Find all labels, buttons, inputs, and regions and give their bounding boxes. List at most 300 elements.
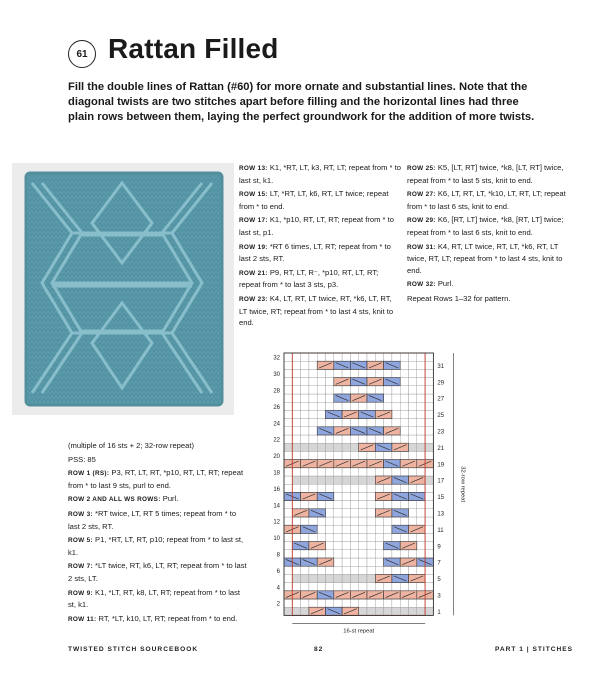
chart-cell [301,501,309,509]
instruction-row-17: ROW 17: K1, *p10, RT, LT, RT; repeat from * to last st, p1. [239,215,394,237]
chart-cell [384,607,392,615]
chart-cell [409,369,417,377]
chart-cell [326,378,334,386]
chart-cell [409,427,417,435]
chart-cell [317,443,325,451]
chart-cell [326,476,334,484]
row-number-left: 8 [276,552,280,559]
chart-cell [400,599,408,607]
chart-cell [292,550,300,558]
chart-cell [425,451,433,459]
pss-count: PSS: 85 [68,454,96,464]
chart-cell [326,599,334,607]
chart-cell [425,468,433,476]
chart-cell [384,533,392,541]
row-number-right: 25 [437,413,445,420]
chart-cell [284,583,292,591]
chart-cell [342,443,350,451]
chart-cell [375,542,383,550]
chart-cell [425,484,433,492]
chart-cell [359,353,367,361]
chart-cell [392,353,400,361]
chart-cell [375,501,383,509]
chart-cell [409,509,417,517]
chart-cell [326,353,334,361]
chart-cell [284,386,292,394]
chart-cell [292,394,300,402]
chart-cell [309,435,317,443]
chart-cell [342,509,350,517]
stitch-chart-svg [264,347,554,647]
chart-cell [301,361,309,369]
instruction-row-5: ROW 5: P1, *RT, LT, RT, p10; repeat from * to last st, k1. [68,535,244,557]
chart-cell [400,361,408,369]
chart-cell [359,468,367,476]
chart-cell [342,419,350,427]
chart-cell [309,599,317,607]
chart-cell [367,566,375,574]
chart-cell [350,484,358,492]
chart-cell [384,517,392,525]
chart-cell [334,435,342,443]
chart-cell [334,476,342,484]
row-number-left: 28 [273,388,280,395]
chart-cell [317,501,325,509]
chart-cell [301,378,309,386]
row-number-left: 26 [273,404,280,411]
chart-cell [409,386,417,394]
chart-cell [384,402,392,410]
chart-cell [301,517,309,525]
chart-cell [384,550,392,558]
pattern-number: 61 [76,48,88,60]
chart-cell [425,525,433,533]
chart-cell [425,533,433,541]
chart-cell [400,402,408,410]
instruction-row-19: ROW 19: *RT 6 times, LT, RT; repeat from * to last 2 sts, RT. [239,241,391,264]
chart-cell [284,607,292,615]
chart-cell [301,386,309,394]
chart-cell [284,394,292,402]
chart-cell [342,451,350,459]
chart-cell [326,435,334,443]
chart-cell [342,533,350,541]
chart-cell [334,525,342,533]
chart-cell [367,468,375,476]
chart-cell [400,419,408,427]
chart-cell [301,607,309,615]
chart-cell [309,378,317,386]
chart-cell [375,558,383,566]
chart-cell [284,542,292,550]
chart-cell [392,550,400,558]
chart-cell [392,435,400,443]
chart-cell [342,542,350,550]
pattern-number-badge [68,40,96,68]
chart-cell [317,394,325,402]
chart-cell [284,427,292,435]
row-number-left: 2 [276,601,280,608]
chart-cell [326,484,334,492]
chart-cell [309,574,317,582]
chart-cell [367,402,375,410]
chart-cell [367,525,375,533]
chart-cell [350,402,358,410]
chart-cell [334,550,342,558]
row-number-left: 16 [273,486,280,493]
row-number-left: 10 [273,536,280,543]
chart-cell [417,550,425,558]
chart-cell [392,410,400,418]
row-number-left: 14 [273,503,280,510]
chart-cell [301,369,309,377]
chart-cell [342,599,350,607]
chart-cell [367,476,375,484]
chart-cell [317,525,325,533]
chart-cell [301,476,309,484]
chart-cell [400,394,408,402]
chart-cell [309,484,317,492]
chart-cell [334,369,342,377]
chart-cell [400,410,408,418]
chart-cell [301,484,309,492]
chart-cell [417,410,425,418]
instruction-row-32: ROW 32: Purl. [407,279,454,289]
chart-cell [375,599,383,607]
chart-cell [409,394,417,402]
chart-cell [317,419,325,427]
chart-cell [334,517,342,525]
chart-cell [350,517,358,525]
chart-cell [301,451,309,459]
chart-cell [392,517,400,525]
chart-cell [400,566,408,574]
chart-cell [400,353,408,361]
row-number-right: 29 [437,380,445,387]
chart-cell [292,402,300,410]
chart-cell [284,435,292,443]
chart-cell [317,451,325,459]
chart-cell [342,517,350,525]
chart-cell [367,419,375,427]
chart-cell [301,533,309,541]
chart-cell [384,501,392,509]
chart-cell [425,550,433,558]
chart-cell [359,386,367,394]
chart-cell [417,378,425,386]
chart-cell [309,476,317,484]
chart-cell [326,525,334,533]
chart-cell [359,533,367,541]
chart-cell [392,369,400,377]
chart-cell [425,402,433,410]
chart-cell [367,435,375,443]
chart-cell [326,566,334,574]
instruction-row-23: ROW 23: K4, LT, RT, LT twice, RT, *k6, LT, RT, LT twice, RT; repeat from * to last 4 sts, knit to end. [239,293,394,328]
chart-cell [350,451,358,459]
chart-cell [367,558,375,566]
chart-cell [409,443,417,451]
instruction-row-1: ROW 1 (RS): P3, RT, LT, RT, *p10, RT, LT, RT; repeat from * to last 9 sts, purl to end. [68,468,244,490]
row-number-left: 4 [276,585,280,592]
knitted-swatch-photo [12,163,234,415]
chart-cell [350,525,358,533]
row-number-right: 5 [437,577,441,584]
chart-cell [326,550,334,558]
chart-cell [350,369,358,377]
row-number-right: 23 [437,429,445,436]
chart-cell [359,550,367,558]
chart-cell [342,353,350,361]
chart-cell [292,599,300,607]
chart-cell [392,484,400,492]
chart-cell [334,451,342,459]
chart-cell [326,509,334,517]
chart-cell [409,484,417,492]
chart-cell [409,468,417,476]
instruction-row-9: ROW 9: K1, *LT, RT, k8, LT, RT; repeat from * to last st, k1. [68,587,241,610]
chart-cell [334,443,342,451]
chart-cell [350,533,358,541]
chart-cell [309,386,317,394]
chart-cell [425,476,433,484]
chart-cell [359,599,367,607]
chart-cell [417,607,425,615]
chart-cell [359,369,367,377]
chart-cell [350,574,358,582]
instructions-column-top-right [407,162,575,307]
chart-cell [342,492,350,500]
chart-cell [334,353,342,361]
chart-cell [301,583,309,591]
chart-cell [292,574,300,582]
chart-cell [375,607,383,615]
chart-cell [284,361,292,369]
chart-cell [350,419,358,427]
chart-cell [301,574,309,582]
chart-cell [384,566,392,574]
chart-cell [334,558,342,566]
chart-cell [367,484,375,492]
chart-cell [409,378,417,386]
chart-cell [292,443,300,451]
chart-cell [392,583,400,591]
row-number-left: 32 [273,355,280,362]
chart-cell [317,583,325,591]
chart-cell [417,468,425,476]
chart-cell [359,476,367,484]
chart-cell [292,566,300,574]
chart-cell [425,369,433,377]
chart-cell [284,476,292,484]
chart-cell [384,394,392,402]
chart-cell [409,402,417,410]
chart-cell [400,468,408,476]
chart-cell [417,443,425,451]
chart-cell [326,501,334,509]
chart-cell [400,607,408,615]
chart-cell [317,484,325,492]
chart-cell [400,451,408,459]
row-repeat-label: 32-row repeat [459,466,466,503]
chart-cell [417,369,425,377]
chart-cell [326,419,334,427]
chart-cell [342,386,350,394]
instruction-row-2: ROW 2 AND ALL WS ROWS: Purl. [68,494,179,504]
chart-cell [284,353,292,361]
chart-cell [317,468,325,476]
chart-cell [301,566,309,574]
chart-cell [409,607,417,615]
chart-cell [334,419,342,427]
chart-cell [342,583,350,591]
row-number-right: 19 [437,462,445,469]
chart-cell [342,558,350,566]
chart-cell [375,451,383,459]
chart-cell [292,476,300,484]
chart-cell [400,550,408,558]
chart-cell [359,574,367,582]
chart-cell [375,533,383,541]
chart-cell [334,501,342,509]
chart-cell [425,443,433,451]
row-number-right: 15 [437,495,445,502]
footer-page-number: 82 [314,646,324,653]
row-number-left: 6 [276,568,280,575]
chart-cell [334,599,342,607]
row-number-right: 3 [437,593,441,600]
chart-cell [309,550,317,558]
chart-cell [317,378,325,386]
chart-cell [317,386,325,394]
chart-cell [392,386,400,394]
chart-cell [384,525,392,533]
chart-cell [425,427,433,435]
chart-cell [350,492,358,500]
chart-cell [367,607,375,615]
chart-cell [350,509,358,517]
chart-cell [350,599,358,607]
chart-cell [359,558,367,566]
chart-cell [409,451,417,459]
chart-cell [292,583,300,591]
chart-cell [301,468,309,476]
chart-cell [350,435,358,443]
chart-cell [342,566,350,574]
instruction-row-11: ROW 11: RT, *LT, k10, LT, RT; repeat from * to end. [68,613,238,623]
chart-cell [350,468,358,476]
chart-cell [359,517,367,525]
chart-cell [417,361,425,369]
chart-cell [409,501,417,509]
chart-cell [392,599,400,607]
instruction-row-7: ROW 7: *LT twice, RT, k6, LT, RT; repeat from * to last 2 sts, LT. [68,561,247,583]
chart-cell [309,427,317,435]
chart-cell [309,402,317,410]
instruction-row-13: ROW 13: K1, *RT, LT, k3, RT, LT; repeat from * to last st, k1. [239,163,401,185]
chart-cell [326,574,334,582]
chart-cell [326,386,334,394]
instructions-column-top-left [239,162,401,331]
chart-cell [342,468,350,476]
chart-cell [384,435,392,443]
chart-cell [384,468,392,476]
swatch-illustration [12,163,234,415]
chart-cell [409,435,417,443]
chart-cell [301,402,309,410]
instruction-row-25: ROW 25: K5, [LT, RT] twice, *k8, [LT, RT] twice, repeat from * to last 5 sts, knit to end. [407,163,564,185]
chart-cell [342,369,350,377]
chart-cell [417,583,425,591]
chart-cell [342,435,350,443]
row-number-right: 13 [437,511,445,518]
chart-cell [284,517,292,525]
chart-cell [417,353,425,361]
chart-cell [417,484,425,492]
chart-cell [400,517,408,525]
chart-cell [417,386,425,394]
chart-cell [317,476,325,484]
chart-cell [409,419,417,427]
chart-cell [342,574,350,582]
chart-cell [375,550,383,558]
chart-cell [425,492,433,500]
chart-cell [425,419,433,427]
chart-cell [309,468,317,476]
chart-cell [284,410,292,418]
chart-cell [317,550,325,558]
chart-cell [342,501,350,509]
chart-cell [317,574,325,582]
chart-cell [392,468,400,476]
chart-cell [375,517,383,525]
chart-cell [309,369,317,377]
chart-cell [301,443,309,451]
chart-cell [359,525,367,533]
chart-cell [417,501,425,509]
chart-cell [317,353,325,361]
chart-cell [375,583,383,591]
chart-cell [425,574,433,582]
chart-cell [392,607,400,615]
footer-book-title: TWISTED STITCH SOURCEBOOK [68,646,199,653]
chart-cell [425,517,433,525]
chart-cell [292,410,300,418]
chart-cell [409,599,417,607]
chart-cell [359,492,367,500]
chart-cell [384,353,392,361]
chart-cell [284,509,292,517]
chart-cell [400,435,408,443]
chart-cell [367,599,375,607]
stitch-multiple: (multiple of 16 sts + 2; 32-row repeat) [68,441,194,450]
chart-cell [292,369,300,377]
chart-cell [350,583,358,591]
chart-cell [350,542,358,550]
chart-cell [367,451,375,459]
chart-cell [301,435,309,443]
row-number-left: 20 [273,454,280,461]
chart-cell [334,533,342,541]
chart-cell [334,566,342,574]
chart-cell [425,361,433,369]
chart-cell [309,394,317,402]
chart-cell [284,550,292,558]
chart-cell [367,583,375,591]
chart-cell [375,435,383,443]
chart-cell [292,435,300,443]
chart-cell [292,484,300,492]
